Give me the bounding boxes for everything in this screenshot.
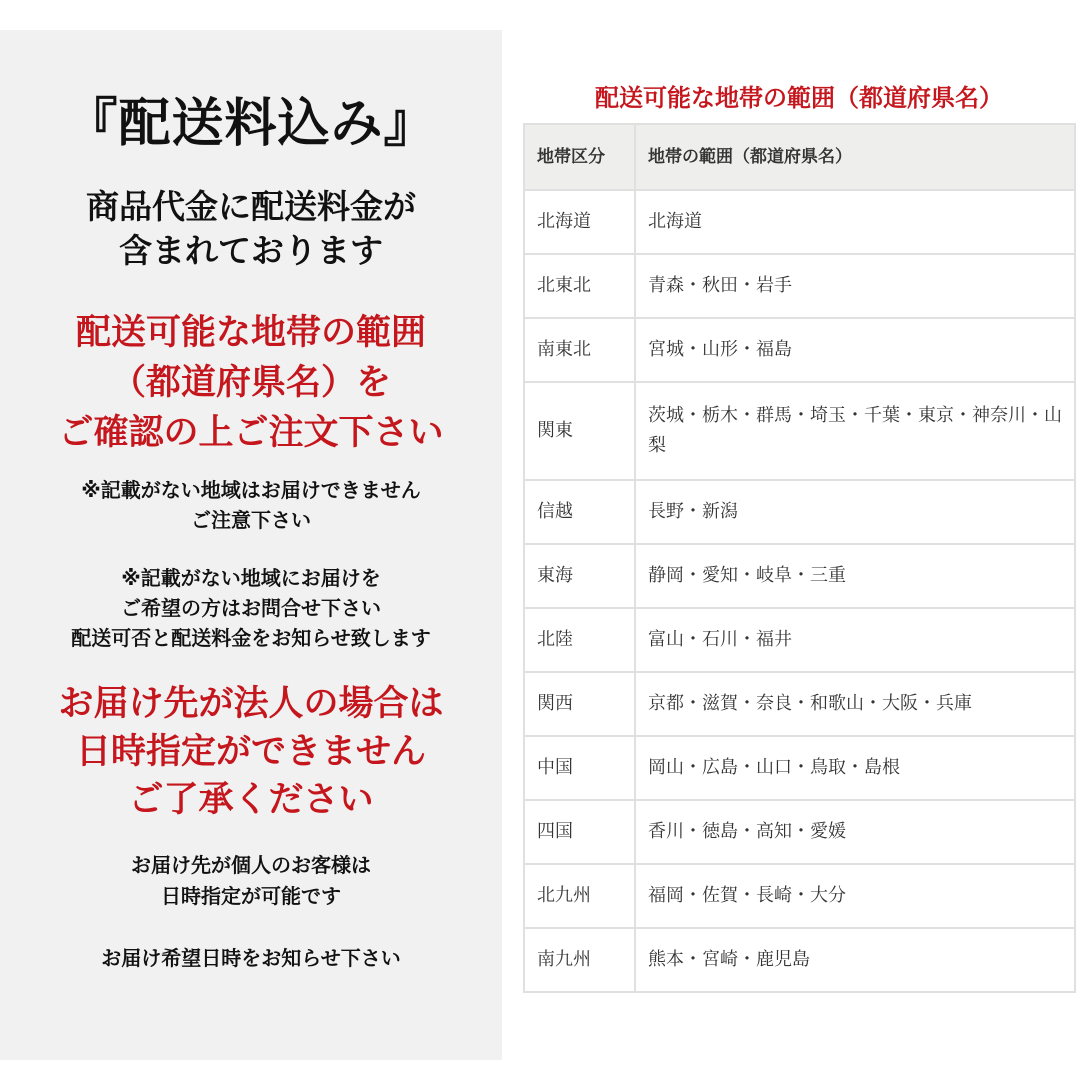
shipping-included-text: 商品代金に配送料金が 含まれております xyxy=(86,187,416,270)
table-row xyxy=(524,736,1075,800)
inquiry-note: ※記載がない地域にお届けを ご希望の方はお問合せ下さい 配送可否と配送料金をお知らせ致します xyxy=(71,566,431,650)
table-row xyxy=(524,382,1075,480)
zone-cell: 信越 xyxy=(524,480,635,544)
zone-cell: 南東北 xyxy=(524,318,635,382)
delivery-request-note: お届け希望日時をお知らせ下さい xyxy=(101,946,401,970)
table-header-row xyxy=(524,124,1075,190)
confirm-region-notice: 配送可能な地帯の範囲 （都道府県名）を ご確認の上ご注文下さい xyxy=(58,313,444,453)
prefectures-cell: 青森・秋田・岩手 xyxy=(635,254,1075,318)
table-row xyxy=(524,480,1075,544)
prefectures-cell: 長野・新潟 xyxy=(635,480,1075,544)
zone-cell: 北九州 xyxy=(524,864,635,928)
shipping-included-heading: 『配送料込み』 xyxy=(65,94,437,154)
zone-cell: 四国 xyxy=(524,800,635,864)
zone-cell: 北海道 xyxy=(524,190,635,254)
zone-cell: 中国 xyxy=(524,736,635,800)
header-prefectures: 地帯の範囲（都道府県名） xyxy=(635,124,1075,190)
prefectures-cell: 富山・石川・福井 xyxy=(635,608,1075,672)
prefectures-cell: 香川・徳島・高知・愛媛 xyxy=(635,800,1075,864)
personal-delivery-note: お届け先が個人のお客様は 日時指定が可能です xyxy=(131,853,371,908)
table-title: 配送可能な地帯の範囲（都道府県名） xyxy=(595,84,1003,112)
prefectures-cell: 宮城・山形・福島 xyxy=(635,318,1075,382)
table-row xyxy=(524,672,1075,736)
zone-cell: 北東北 xyxy=(524,254,635,318)
prefectures-cell: 北海道 xyxy=(635,190,1075,254)
table-row xyxy=(524,190,1075,254)
prefectures-cell: 京都・滋賀・奈良・和歌山・大阪・兵庫 xyxy=(635,672,1075,736)
table-row xyxy=(524,864,1075,928)
region-table xyxy=(523,123,1076,993)
prefectures-cell: 岡山・広島・山口・鳥取・島根 xyxy=(635,736,1075,800)
prefectures-cell: 熊本・宮崎・鹿児島 xyxy=(635,928,1075,992)
notice-panel xyxy=(0,30,502,1060)
corporate-delivery-notice: お届け先が法人の場合は 日時指定ができません ご了承ください xyxy=(58,684,444,820)
header-zone: 地帯区分 xyxy=(524,124,635,190)
table-row xyxy=(524,318,1075,382)
zone-cell: 東海 xyxy=(524,544,635,608)
prefectures-cell: 福岡・佐賀・長崎・大分 xyxy=(635,864,1075,928)
zone-cell: 北陸 xyxy=(524,608,635,672)
unlisted-region-note: ※記載がない地域はお届けできません ご注意下さい xyxy=(81,478,421,532)
prefectures-cell: 茨城・栃木・群馬・埼玉・千葉・東京・神奈川・山梨 xyxy=(635,382,1075,480)
table-row xyxy=(524,608,1075,672)
table-row xyxy=(524,254,1075,318)
prefectures-cell: 静岡・愛知・岐阜・三重 xyxy=(635,544,1075,608)
table-row xyxy=(524,928,1075,992)
table-row xyxy=(524,544,1075,608)
zone-cell: 南九州 xyxy=(524,928,635,992)
zone-cell: 関西 xyxy=(524,672,635,736)
zone-cell: 関東 xyxy=(524,382,635,480)
table-row xyxy=(524,800,1075,864)
